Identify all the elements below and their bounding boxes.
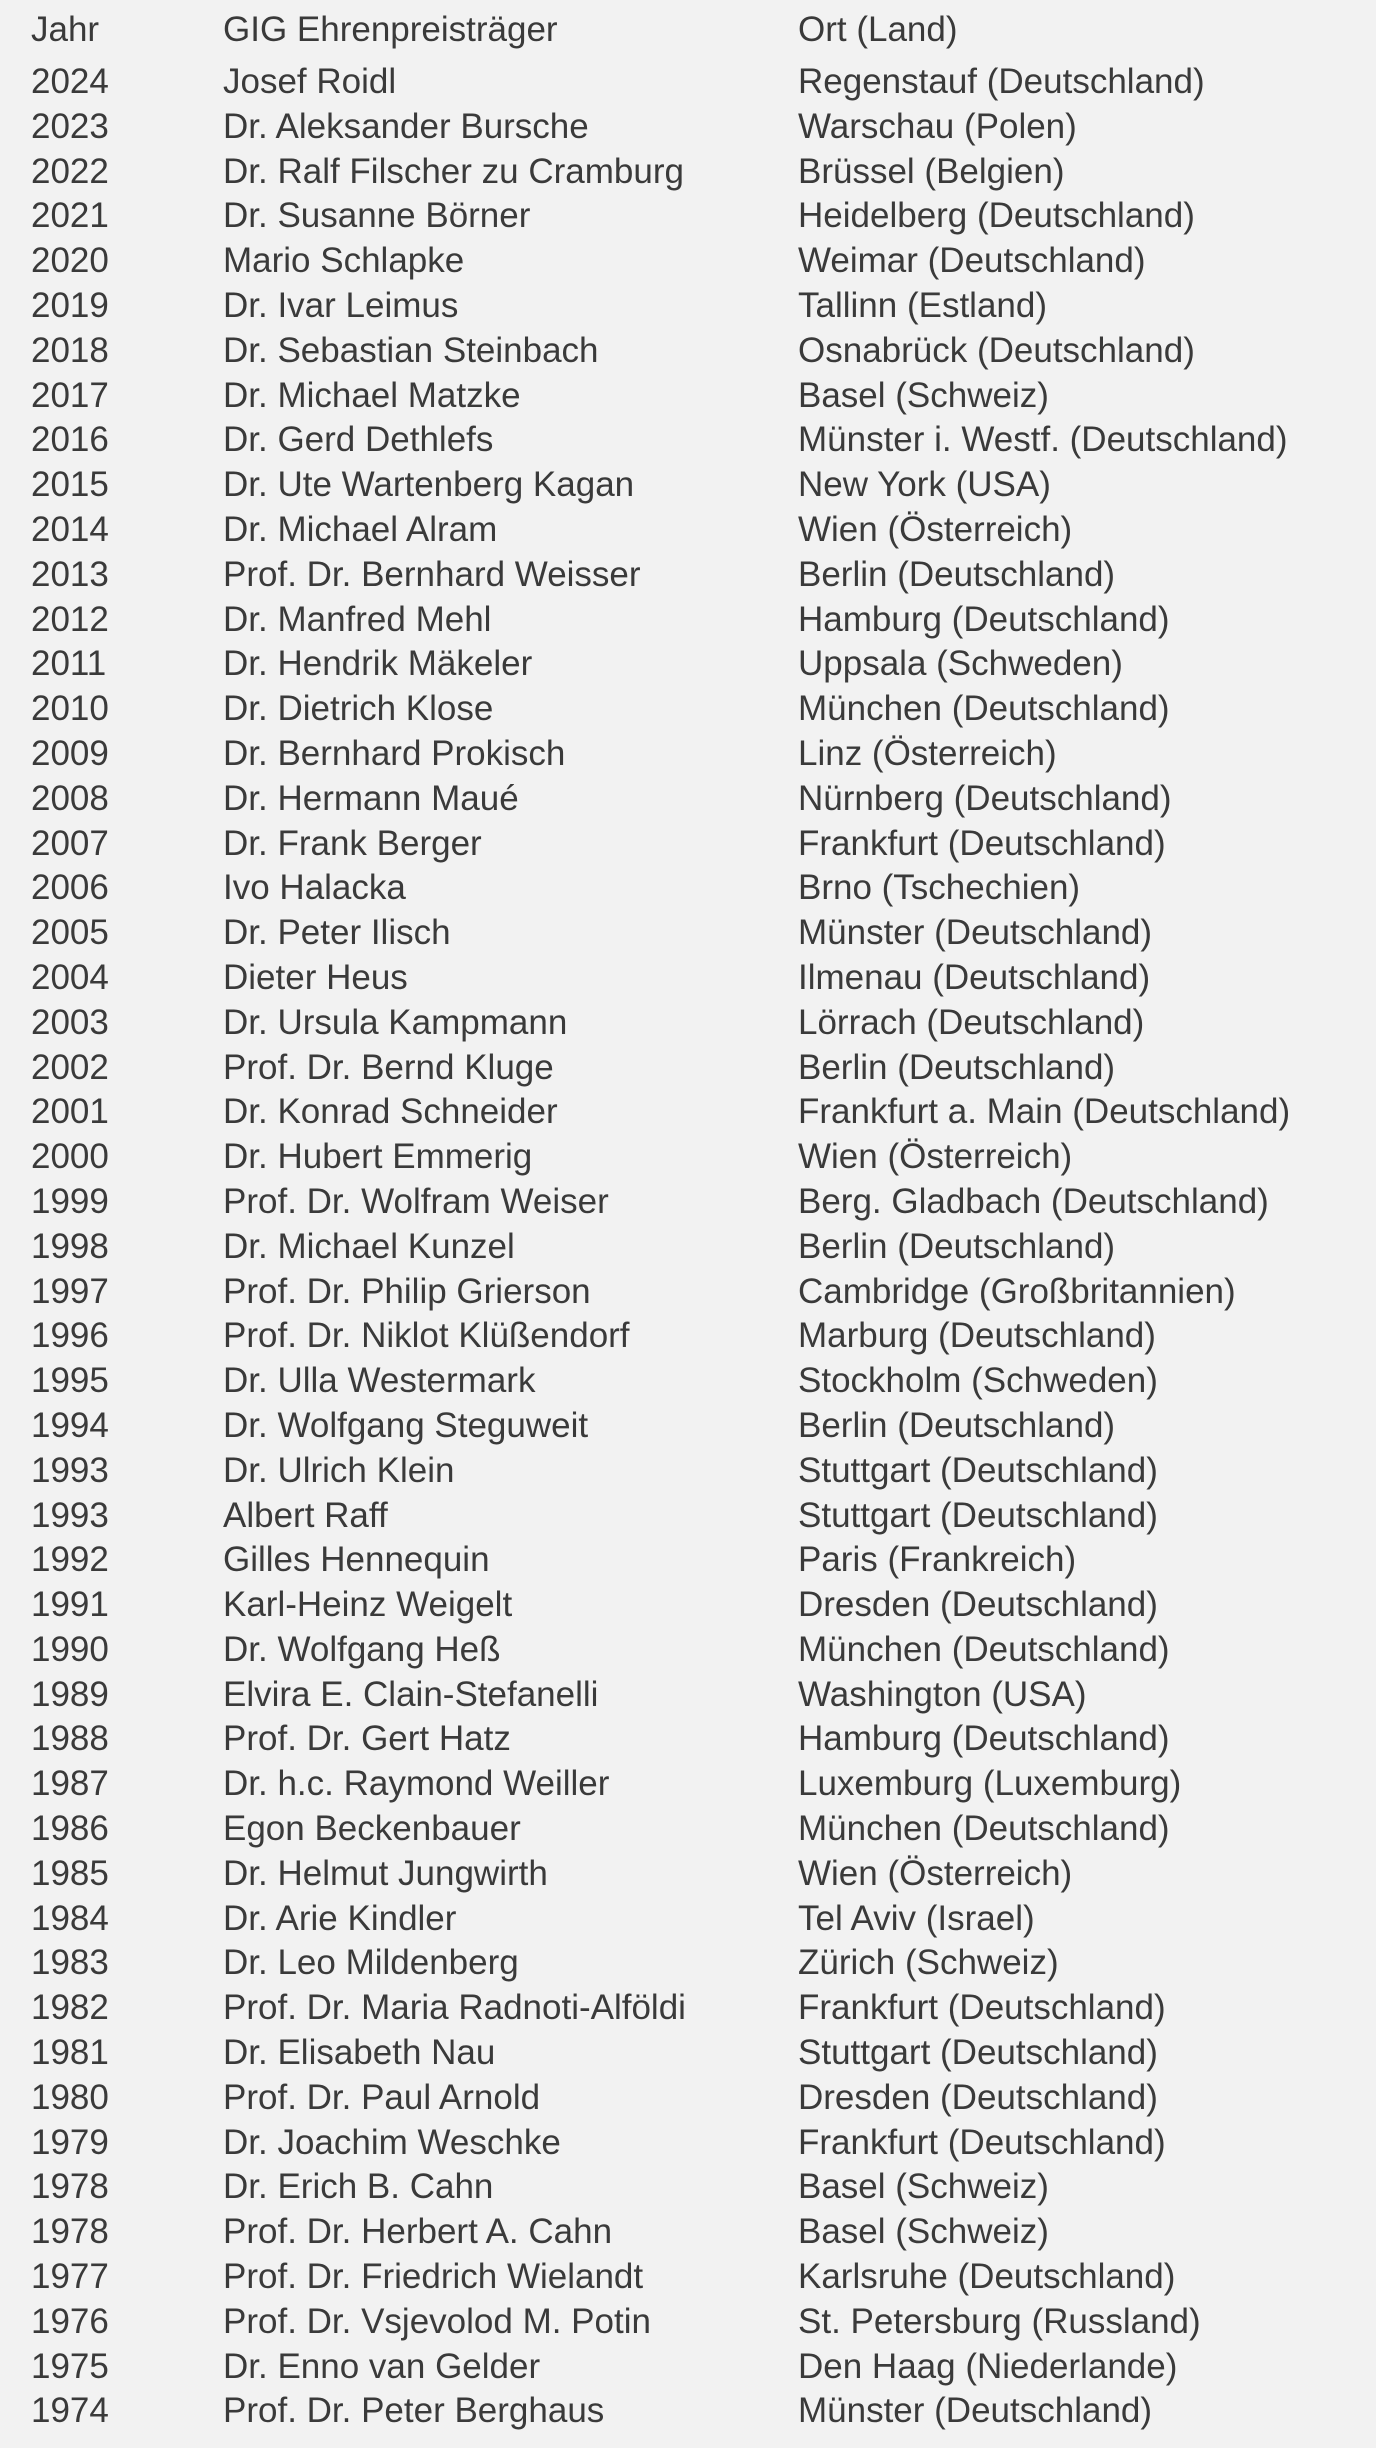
row-year: 2012 (31, 599, 109, 639)
table-row (0, 2300, 1376, 2345)
row-name: Dr. Michael Alram (223, 509, 498, 549)
table-row (0, 1583, 1376, 1628)
row-name: Prof. Dr. Maria Radnoti-Alföldi (223, 1988, 686, 2028)
row-place: München (Deutschland) (798, 689, 1170, 729)
row-place: Marburg (Deutschland) (798, 1316, 1156, 1356)
row-name: Prof. Dr. Niklot Klüßendorf (223, 1316, 630, 1356)
row-place: Berlin (Deutschland) (798, 1405, 1116, 1445)
row-name: Dr. Joachim Weschke (223, 2122, 561, 2162)
row-year: 2009 (31, 733, 109, 773)
row-place: München (Deutschland) (798, 1629, 1170, 1669)
row-year: 1984 (31, 1898, 109, 1938)
table-row (0, 732, 1376, 777)
row-name: Dr. Michael Matzke (223, 375, 521, 415)
row-name: Dr. Elisabeth Nau (223, 2033, 496, 2073)
row-year: 2000 (31, 1137, 109, 1177)
table-row (0, 642, 1376, 687)
row-name: Prof. Dr. Bernhard Weisser (223, 554, 641, 594)
row-name: Prof. Dr. Philip Grierson (223, 1271, 591, 1311)
row-year: 1988 (31, 1719, 109, 1759)
row-place: Den Haag (Niederlande) (798, 2346, 1178, 2386)
row-place: Zürich (Schweiz) (798, 1943, 1059, 1983)
row-place: Uppsala (Schweden) (798, 644, 1123, 684)
row-place: Luxemburg (Luxemburg) (798, 1764, 1182, 1804)
row-place: Linz (Österreich) (798, 733, 1057, 773)
row-place: New York (USA) (798, 465, 1051, 505)
table-row (0, 418, 1376, 463)
row-year: 2005 (31, 913, 109, 953)
table-row (0, 1986, 1376, 2031)
row-year: 1977 (31, 2257, 109, 2297)
table-row (0, 553, 1376, 598)
row-place: Frankfurt (Deutschland) (798, 2122, 1166, 2162)
row-year: 2010 (31, 689, 109, 729)
row-name: Dr. Dietrich Klose (223, 689, 494, 729)
row-year: 1978 (31, 2167, 109, 2207)
row-year: 2011 (31, 644, 107, 684)
table-row (0, 1807, 1376, 1852)
row-name: Dr. Hermann Maué (223, 778, 519, 818)
row-year: 1989 (31, 1674, 109, 1714)
row-place: Washington (USA) (798, 1674, 1087, 1714)
row-year: 1975 (31, 2346, 109, 2386)
row-place: Berlin (Deutschland) (798, 1047, 1116, 1087)
row-name: Josef Roidl (223, 62, 397, 101)
row-place: Hamburg (Deutschland) (798, 599, 1170, 639)
table-row (0, 2345, 1376, 2390)
row-name: Prof. Dr. Vsjevolod M. Potin (223, 2301, 651, 2341)
row-name: Dr. Bernhard Prokisch (223, 733, 566, 773)
row-name: Dr. Erich B. Cahn (223, 2167, 494, 2207)
header-year: Jahr (31, 10, 100, 49)
row-year: 2013 (31, 554, 109, 594)
table-row (0, 1404, 1376, 1449)
row-year: 1994 (31, 1405, 109, 1445)
row-name: Dr. Enno van Gelder (223, 2346, 541, 2386)
row-place: Weimar (Deutschland) (798, 241, 1146, 281)
row-place: Münster i. Westf. (Deutschland) (798, 420, 1288, 460)
row-year: 2001 (31, 1092, 109, 1132)
row-place: Wien (Österreich) (798, 1137, 1073, 1177)
row-place: Frankfurt a. Main (Deutschland) (798, 1092, 1291, 1132)
row-name: Dr. Michael Kunzel (223, 1226, 515, 1266)
row-name: Dr. Sebastian Steinbach (223, 330, 599, 370)
row-name: Prof. Dr. Peter Berghaus (223, 2391, 605, 2431)
table-row (0, 1897, 1376, 1942)
table-row (0, 822, 1376, 867)
row-place: Tel Aviv (Israel) (798, 1898, 1035, 1938)
row-year: 2004 (31, 957, 109, 997)
row-place: Basel (Schweiz) (798, 2212, 1049, 2252)
row-place: Cambridge (Großbritannien) (798, 1271, 1236, 1311)
row-year: 2021 (31, 196, 109, 236)
row-year: 2023 (31, 106, 109, 146)
row-name: Dr. Manfred Mehl (223, 599, 492, 639)
row-year: 2017 (31, 375, 109, 415)
row-year: 1995 (31, 1361, 109, 1401)
table-row (0, 1852, 1376, 1897)
row-name: Dr. Peter Ilisch (223, 913, 451, 953)
row-year: 1997 (31, 1271, 109, 1311)
row-name: Prof. Dr. Bernd Kluge (223, 1047, 554, 1087)
row-name: Prof. Dr. Gert Hatz (223, 1719, 511, 1759)
row-place: Berg. Gladbach (Deutschland) (798, 1181, 1269, 1221)
row-place: München (Deutschland) (798, 1809, 1170, 1849)
row-year: 2002 (31, 1047, 109, 1087)
row-name: Dr. Arie Kindler (223, 1898, 457, 1938)
row-year: 1982 (31, 1988, 109, 2028)
row-year: 2007 (31, 823, 109, 863)
table-row (0, 463, 1376, 508)
table-row (0, 1314, 1376, 1359)
row-name: Dr. Gerd Dethlefs (223, 420, 494, 460)
row-year: 1996 (31, 1316, 109, 1356)
table-row (0, 2121, 1376, 2166)
row-place: Stuttgart (Deutschland) (798, 2033, 1158, 2073)
table-row (0, 1628, 1376, 1673)
table-row (0, 105, 1376, 150)
row-year: 2019 (31, 285, 109, 325)
table-row (0, 1941, 1376, 1986)
row-place: Basel (Schweiz) (798, 2167, 1049, 2207)
row-year: 1990 (31, 1629, 109, 1669)
row-place: Dresden (Deutschland) (798, 1585, 1158, 1625)
row-place: Berlin (Deutschland) (798, 554, 1116, 594)
row-place: Frankfurt (Deutschland) (798, 1988, 1166, 2028)
row-place: Heidelberg (Deutschland) (798, 196, 1195, 236)
row-place: Brüssel (Belgien) (798, 151, 1065, 191)
table-row (0, 194, 1376, 239)
row-year: 1979 (31, 2122, 109, 2162)
row-place: Münster (Deutschland) (798, 2391, 1153, 2431)
table-row (0, 2031, 1376, 2076)
row-name: Dr. Ursula Kampmann (223, 1002, 568, 1042)
row-year: 1992 (31, 1540, 109, 1580)
row-place: Lörrach (Deutschland) (798, 1002, 1145, 1042)
table-row (0, 866, 1376, 911)
table-row (0, 1717, 1376, 1762)
row-year: 1991 (31, 1585, 109, 1625)
table-row (0, 60, 1376, 105)
table-row (0, 1090, 1376, 1135)
row-year: 1998 (31, 1226, 109, 1266)
table-row (0, 374, 1376, 419)
table-row (0, 2389, 1376, 2434)
row-year: 2016 (31, 420, 109, 460)
row-name: Dr. Ulrich Klein (223, 1450, 455, 1490)
row-name: Dr. Ivar Leimus (223, 285, 459, 325)
row-year: 1974 (31, 2391, 109, 2431)
row-place: Tallinn (Estland) (798, 285, 1047, 325)
row-name: Dr. Ralf Filscher zu Cramburg (223, 151, 684, 191)
row-name: Mario Schlapke (223, 241, 465, 281)
row-name: Elvira E. Clain-Stefanelli (223, 1674, 599, 1714)
row-place: St. Petersburg (Russland) (798, 2301, 1201, 2341)
table-row (0, 508, 1376, 553)
table-row (0, 1225, 1376, 1270)
row-year: 1981 (31, 2033, 109, 2073)
row-place: Karlsruhe (Deutschland) (798, 2257, 1176, 2297)
table-row (0, 150, 1376, 195)
table-row (0, 2165, 1376, 2210)
row-year: 1985 (31, 1853, 109, 1893)
table-row (0, 239, 1376, 284)
row-place: Dresden (Deutschland) (798, 2077, 1158, 2117)
row-place: Brno (Tschechien) (798, 868, 1081, 908)
row-name: Dr. Wolfgang Heß (223, 1629, 501, 1669)
table-row (0, 1538, 1376, 1583)
table-row (0, 777, 1376, 822)
row-name: Prof. Dr. Paul Arnold (223, 2077, 541, 2117)
table-row (0, 1762, 1376, 1807)
table-row (0, 956, 1376, 1001)
row-year: 1978 (31, 2212, 109, 2252)
row-name: Albert Raff (223, 1495, 388, 1535)
row-name: Karl-Heinz Weigelt (223, 1585, 513, 1625)
row-place: Wien (Österreich) (798, 509, 1073, 549)
header-name: GIG Ehrenpreisträger (223, 10, 558, 49)
row-place: Osnabrück (Deutschland) (798, 330, 1195, 370)
row-year: 2024 (31, 62, 109, 101)
row-name: Dieter Heus (223, 957, 408, 997)
row-name: Dr. Susanne Börner (223, 196, 531, 236)
table-row (0, 1180, 1376, 1225)
row-place: Münster (Deutschland) (798, 913, 1153, 953)
row-place: Regenstauf (Deutschland) (798, 62, 1205, 101)
table-row (0, 687, 1376, 732)
row-place: Stuttgart (Deutschland) (798, 1450, 1158, 1490)
row-place: Wien (Österreich) (798, 1853, 1073, 1893)
row-name: Dr. Wolfgang Steguweit (223, 1405, 589, 1445)
table-row (0, 1135, 1376, 1180)
row-year: 1976 (31, 2301, 109, 2341)
row-name: Dr. Frank Berger (223, 823, 482, 863)
row-name: Prof. Dr. Wolfram Weiser (223, 1181, 609, 1221)
row-name: Dr. Ulla Westermark (223, 1361, 536, 1401)
row-year: 2022 (31, 151, 109, 191)
table-row (0, 1270, 1376, 1315)
table-row (0, 1673, 1376, 1718)
row-place: Hamburg (Deutschland) (798, 1719, 1170, 1759)
row-name: Prof. Dr. Friedrich Wielandt (223, 2257, 644, 2297)
row-year: 1993 (31, 1495, 109, 1535)
row-name: Dr. Helmut Jungwirth (223, 1853, 548, 1893)
row-place: Frankfurt (Deutschland) (798, 823, 1166, 863)
table-row (0, 284, 1376, 329)
row-year: 1986 (31, 1809, 109, 1849)
table-row (0, 2210, 1376, 2255)
table-header (0, 0, 1376, 64)
row-year: 2015 (31, 465, 109, 505)
row-name: Dr. Ute Wartenberg Kagan (223, 465, 635, 505)
row-name: Dr. h.c. Raymond Weiller (223, 1764, 610, 1804)
row-name: Dr. Aleksander Bursche (223, 106, 589, 146)
row-name: Dr. Leo Mildenberg (223, 1943, 519, 1983)
row-year: 2020 (31, 241, 109, 281)
row-place: Nürnberg (Deutschland) (798, 778, 1172, 818)
row-year: 1980 (31, 2077, 109, 2117)
row-name: Dr. Hendrik Mäkeler (223, 644, 533, 684)
table-row (0, 1359, 1376, 1404)
table-row (0, 1001, 1376, 1046)
table-row (0, 1494, 1376, 1539)
row-year: 1993 (31, 1450, 109, 1490)
row-year: 2018 (31, 330, 109, 370)
row-place: Ilmenau (Deutschland) (798, 957, 1151, 997)
row-year: 2003 (31, 1002, 109, 1042)
table-row (0, 1449, 1376, 1494)
row-name: Ivo Halacka (223, 868, 406, 908)
row-place: Stuttgart (Deutschland) (798, 1495, 1158, 1535)
table-row (0, 2076, 1376, 2121)
row-place: Berlin (Deutschland) (798, 1226, 1116, 1266)
row-year: 2014 (31, 509, 109, 549)
table-row (0, 911, 1376, 956)
row-place: Stockholm (Schweden) (798, 1361, 1158, 1401)
row-name: Egon Beckenbauer (223, 1809, 521, 1849)
row-place: Basel (Schweiz) (798, 375, 1049, 415)
row-year: 2008 (31, 778, 109, 818)
row-name: Gilles Hennequin (223, 1540, 490, 1580)
header-place: Ort (Land) (798, 10, 958, 49)
table-row (0, 598, 1376, 643)
row-year: 1987 (31, 1764, 109, 1804)
row-name: Dr. Hubert Emmerig (223, 1137, 533, 1177)
row-name: Prof. Dr. Herbert A. Cahn (223, 2212, 613, 2252)
table-row (0, 1046, 1376, 1091)
table-row (0, 329, 1376, 374)
row-year: 1983 (31, 1943, 109, 1983)
table-body (0, 60, 1376, 2434)
row-place: Warschau (Polen) (798, 106, 1077, 146)
row-year: 2006 (31, 868, 109, 908)
row-place: Paris (Frankreich) (798, 1540, 1077, 1580)
table-row (0, 2255, 1376, 2300)
row-name: Dr. Konrad Schneider (223, 1092, 558, 1132)
row-year: 1999 (31, 1181, 109, 1221)
